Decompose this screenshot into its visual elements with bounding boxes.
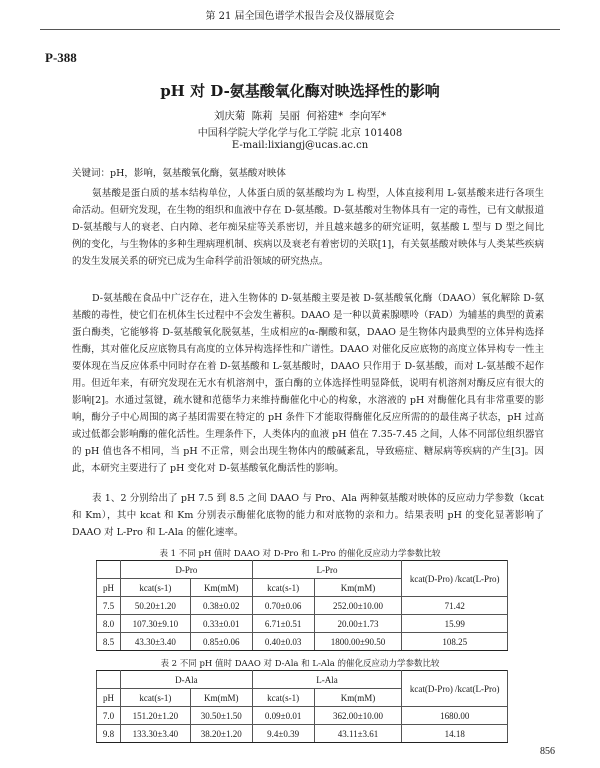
table-cell: 50.20±1.20 [120, 597, 190, 615]
affiliation: 中国科学院大学化学与化工学院 北京 101408 [197, 128, 403, 139]
header-cell [97, 671, 121, 689]
table-cell: 7.0 [97, 707, 121, 725]
table-1 [96, 560, 508, 651]
table-cell: 0.40±0.03 [252, 633, 314, 651]
body-paragraph: 表 1、2 分别给出了 pH 7.5 到 8.5 之间 DAAO 与 Pro、Ala 两种氨基酸对映体的反应动力学参数（kcat 和 Km），其中 kcat 和 Km 分别表示酶催化底物的能力和对底物的亲和力。结果表明 pH 的变化显著影响了 DAAO 对 L-Pro 和 L-Ala 的催化速率。 [72, 493, 544, 538]
table-2-caption: 表 2 不同 pH 值时 DAAO 对 D-Ala 和 L-Ala 的催化反应动力学参数比较 [160, 659, 440, 669]
group-header: D-Pro [120, 561, 252, 579]
table-1-caption: 表 1 不同 pH 值时 DAAO 对 D-Pro 和 L-Pro 的催化反应动力学参数比较 [159, 549, 441, 559]
header-cell: kcat(s-1) [252, 689, 314, 707]
header-cell: Km(mM) [190, 579, 252, 597]
table-cell: 14.18 [402, 725, 508, 743]
abstract-code: P-388 [45, 50, 77, 65]
table-cell: 43.11±3.61 [314, 725, 402, 743]
table-row [97, 725, 508, 743]
group-header: L-Ala [252, 671, 402, 689]
table-cell: 8.0 [97, 615, 121, 633]
header-cell: Km(mM) [314, 579, 402, 597]
header-cell: kcat(s-1) [120, 689, 190, 707]
paper-title: pH 对 D-氨基酸氧化酶对映选择性的影响 [160, 82, 440, 100]
table-cell: 151.20±1.20 [120, 707, 190, 725]
contact-email: E-mail:lixiangj@ucas.ac.cn [231, 140, 369, 151]
table-row [97, 597, 508, 615]
table-cell: 1800.00±90.50 [314, 633, 402, 651]
header-cell: pH [97, 689, 121, 707]
table-cell: 6.71±0.51 [252, 615, 314, 633]
table-cell: 20.00±1.73 [314, 615, 402, 633]
ratio-header: kcat(D-Pro) /kcat(L-Pro) [402, 561, 508, 597]
table-cell: 107.30±9.10 [120, 615, 190, 633]
table-cell: 252.00±10.00 [314, 597, 402, 615]
header-cell: kcat(s-1) [252, 579, 314, 597]
header-cell: Km(mM) [314, 689, 402, 707]
body-paragraph: D-氨基酸在食品中广泛存在，进入生物体的 D-氨基酸主要是被 D-氨基酸氧化酶（DAAO）氧化解除 D-氨基酸的毒性，使它们在机体生长过程中不会发生蓄积。DAAO 是一种以黄素腺嘌呤（FAD）为辅基的典型的黄素蛋白酶类，它能够将 D-氨基酸氧化脱氨基，生成相应的α-酮酸和氨，DAAO 是生物体内最典型的立体异构选择性酶，其对催化反应底物具有高度的立体异构选择性和广谱性。DAAO 对催化反应底物的高度立体异构专一性主要体现在当反应体系中同时存在着 D-氨基酸和 L-氨基酸时，DAAO 只作用于 D-氨基酸，而对 L-氨基酸不起作用。但近年来，有研究发现在无水有机溶剂中，蛋白酶的立体选择性明显降低，说明有机溶剂对酶反应有很大的影响[2]。水通过氢键，疏水键和范德华力来维持酶催化中心的构象，水溶液的 pH 对酶催化具有非常重要的影响，酶分子中心周围的离子基团需要在特定的 pH 条件下才能取得酶催化反应所需的的最佳离子状态，pH 过高或过低都会影响酶的催化活性。生理条件下，人类体内的血液 pH 值在 7.35-7.45 之间，人体不同部位组织器官的 pH 值也各不相同，当 pH 不正常，则会出现生物体内的酸碱紊乱，导致癌症、糖尿病等疾病的产生[3]。因此，本研究主要进行了 pH 变化对 D-氨基酸氧化酶活性的影响。 [72, 293, 544, 474]
table-cell: 43.30±3.40 [120, 633, 190, 651]
header-cell: Km(mM) [190, 689, 252, 707]
table-cell: 71.42 [402, 597, 508, 615]
keywords: 关键词：pH，影响，氨基酸氧化酶，氨基酸对映体 [72, 168, 286, 179]
header-cell: pH [97, 579, 121, 597]
table-cell: 0.85±0.06 [190, 633, 252, 651]
author-list: 刘庆菊 陈莉 吴丽 何裕建* 李向军* [213, 110, 387, 122]
table-cell: 0.09±0.01 [252, 707, 314, 725]
table-cell: 1680.00 [402, 707, 508, 725]
header-cell: kcat(s-1) [120, 579, 190, 597]
table-cell: 0.70±0.06 [252, 597, 314, 615]
table-cell: 8.5 [97, 633, 121, 651]
table-cell: 133.30±3.40 [120, 725, 190, 743]
table-row [97, 633, 508, 651]
header-cell [97, 561, 121, 579]
table-cell: 0.38±0.02 [190, 597, 252, 615]
table-cell: 0.33±0.01 [190, 615, 252, 633]
table-cell: 362.00±10.00 [314, 707, 402, 725]
ratio-header: kcat(D-Pro) /kcat(L-Pro) [402, 671, 508, 707]
table-cell: 7.5 [97, 597, 121, 615]
table-cell: 38.20±1.20 [190, 725, 252, 743]
page-number: 856 [540, 746, 555, 757]
table-cell: 9.4±0.39 [252, 725, 314, 743]
table-cell: 30.50±1.50 [190, 707, 252, 725]
body-paragraph: 氨基酸是蛋白质的基本结构单位，人体蛋白质的氨基酸均为 L 构型，人体直接利用 L-氨基酸来进行各项生命活动。但研究发现，在生物的组织和血液中存在 D-氨基酸。D-氨基酸对生物体具有一定的毒性，已有文献报道 D-氨基酸与人的衰老、白内障、老年痴呆症等关系密切，并且越来越多的研究证明，氨基酸 L 型与 D 型之间比例的变化，与生物体的多种生理病理机制、疾病以及衰老有着密切的关联[1]，有关氨基酸对映体与人类某些疾病的发生发展关系的研究已成为生命科学前沿领域的研究热点。 [72, 188, 544, 267]
table-row [97, 615, 508, 633]
table-2 [96, 670, 508, 743]
group-header: L-Pro [252, 561, 402, 579]
table-cell: 108.25 [402, 633, 508, 651]
table-cell: 15.99 [402, 615, 508, 633]
group-header: D-Ala [120, 671, 252, 689]
running-head: 第 21 届全国色谱学术报告会及仪器展览会 [40, 10, 560, 30]
table-row [97, 707, 508, 725]
table-cell: 9.8 [97, 725, 121, 743]
